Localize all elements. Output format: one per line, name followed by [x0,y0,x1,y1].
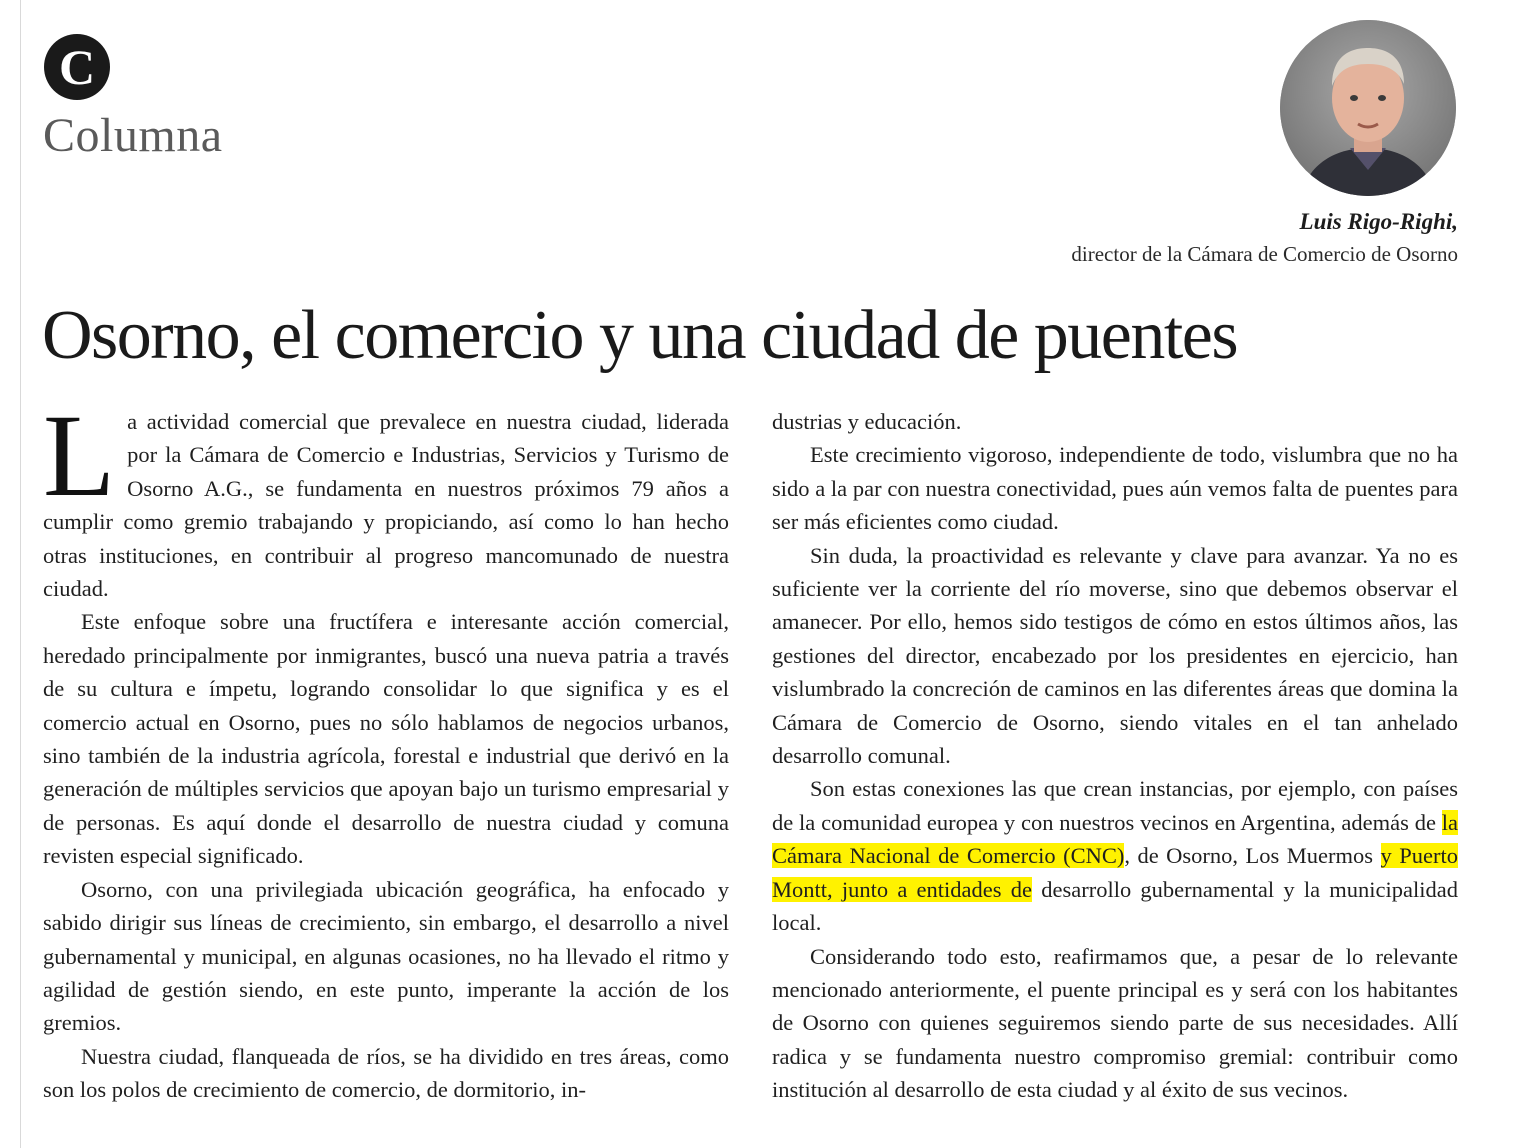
paragraph: dustrias y educación. [772,409,962,434]
paragraph-text: a actividad comercial que prevalece en nuestra ciudad, liderada por la Cámara de Comercio e Industrias, Servicios y Turismo de Osorno A.G., se fundamenta en nuestros próximos 79 años a cumplir como gremio trabajando y propiciando, así como lo han hecho otras instituciones, en contribuir al progreso mancomunado de nuestra ciudad. [43,409,729,602]
author-byline [1071,206,1458,270]
page-edge-rule [20,0,21,1148]
author-name: Luis Rigo-Righi, [1299,209,1458,234]
paragraph: Este crecimiento vigoroso, independiente de todo, vislumbra que no ha sido a la par con nuestra conectividad, pues aún vemos falta de puentes para ser más eficientes como ciudad. [772,442,1458,535]
author-role: director de la Cámara de Comercio de Osorno [1071,242,1458,266]
article-column-right [772,405,1458,1107]
paragraph-text: desarrollo gubernamental y la municipalidad local. [772,876,1459,936]
highlighted-text: la Cámara Nacional de Comercio (CNC) [772,809,1458,869]
paragraph: Considerando todo esto, reafirmamos que, a pesar de lo relevante mencionado anteriormente, el puente principal es y será con los habitantes de Osorno con quienes seguiremos siendo parte de sus necesidades. Allí radica y se fundamenta nuestro compromiso gremial: contribuir como institución al desarrollo de esta ciudad y al éxito de sus vecinos. [772,943,1458,1103]
section-label: Columna [43,109,223,162]
paragraph [43,390,729,605]
paragraph: Sin duda, la proactividad es relevante y clave para avanzar. Ya no es suficiente ver la corriente del río moverse, sino que debemos observar el amanecer. Por ello, hemos sido testigos de cómo en estos últimos años, las gestiones del director, encabezado por los presidentes en ejercicio, han vislumbrado la concreción de caminos en las diferentes áreas que domina la Cámara de Comercio de Osorno, siendo vitales en el tan anhelado desarrollo comunal. [772,542,1458,769]
highlighted-text: y Puerto Montt, junto a entidades de [772,843,1458,902]
paragraph: Este enfoque sobre una fructífera e interesante acción comercial, heredado principalmente por inmigrantes, buscó una nueva patria a través de su cultura e ímpetu, logrando consolidar lo que significa y es el comercio actual en Osorno, pues no sólo hablamos de negocios urbanos, sino también de la industria agrícola, forestal e industrial que derivó en la generación de múltiples servicios que apoyan bajo un turismo empresarial y de personas. Es aquí donde el desarrollo de nuestra ciudad y comuna revisten especial significado. [43,609,729,869]
headline: Osorno, el comercio y una ciudad de puentes [42,297,1238,374]
paragraph: Nuestra ciudad, flanqueada de ríos, se ha dividido en tres áreas, como son los polos de crecimiento de comercio, de dormitorio, in- [43,1043,729,1103]
section-badge: C [44,34,110,100]
paragraph: Osorno, con una privilegiada ubicación geográfica, ha enfocado y sabido dirigir sus líneas de crecimiento, sin embargo, el desarrollo a nivel gubernamental y municipal, en algunas ocasiones, no ha llevado el ritmo y agilidad de gestión siendo, en este punto, imperante la acción de los gremios. [43,876,729,1036]
drop-cap: L [43,390,116,521]
paragraph [772,772,1458,939]
paragraph-text: Son estas conexiones las que crean instancias, por ejemplo, con países de la comunidad europea y con nuestros vecinos en Argentina, además de [772,776,1458,835]
paragraph-text: , de Osorno, Los Muermos [1124,843,1381,869]
author-portrait-icon [1280,20,1456,196]
author-photo [1280,20,1456,196]
article-column-left [43,390,729,1107]
